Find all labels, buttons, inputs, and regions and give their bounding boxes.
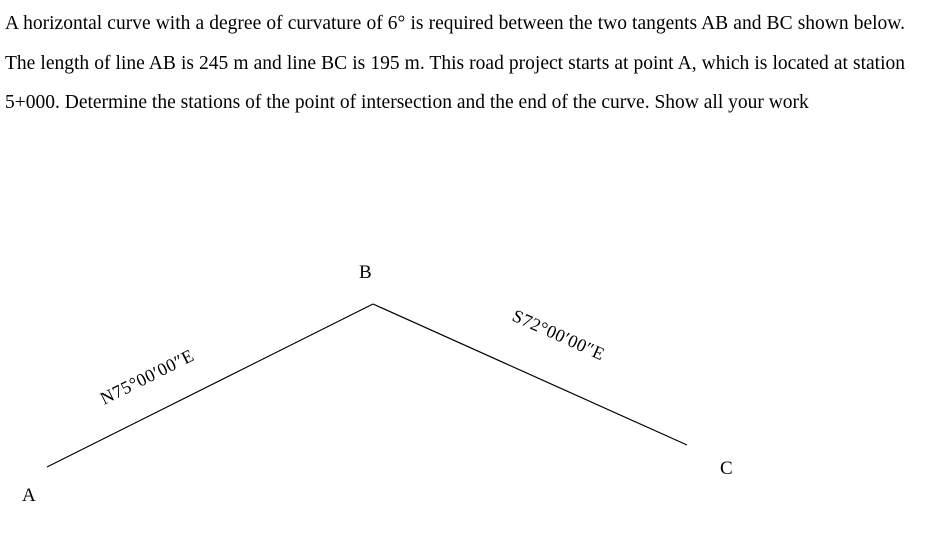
- point-label-c: C: [720, 458, 733, 479]
- tangent-line-ab: [47, 304, 373, 467]
- point-label-a: A: [22, 485, 36, 506]
- problem-statement: A horizontal curve with a degree of curvature of 6° is required between the two tangents AB and BC shown below. The length of line AB is 245 m and line BC is 195 m. This road project starts at point A, which is located at station 5+000. Determine the stations of the point of intersection and the end of the curve. Show all your work: [5, 13, 905, 113]
- point-label-b: B: [359, 262, 372, 283]
- bearing-label-bc: S72°00′00″E: [509, 305, 608, 365]
- bearing-label-ab: N75°00′00″E: [96, 345, 198, 409]
